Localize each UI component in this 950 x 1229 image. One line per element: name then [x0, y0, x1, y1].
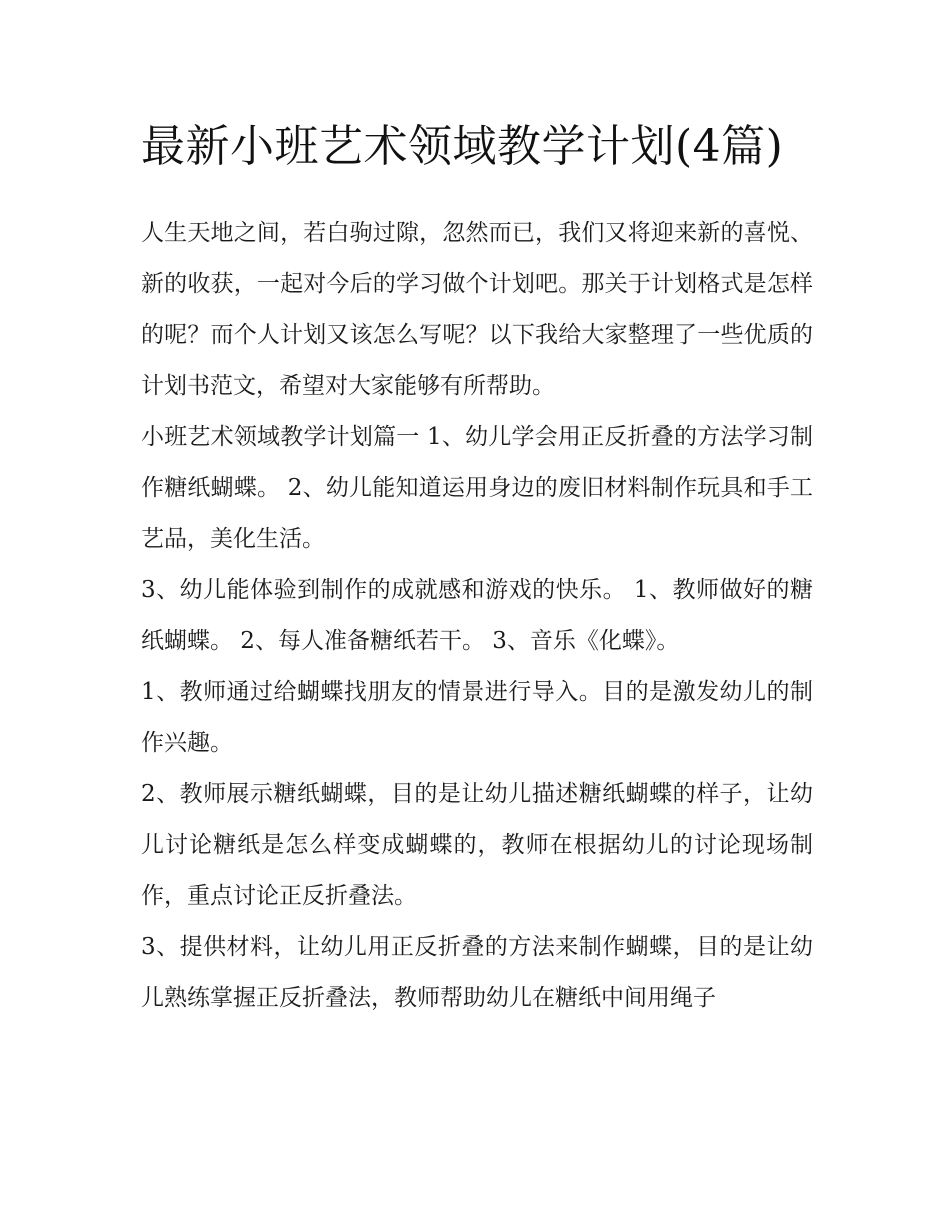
paragraph-intro: 人生天地之间，若白驹过隙，忽然而已，我们又将迎来新的喜悦、新的收获，一起对今后的学习做个计划吧。那关于计划格式是怎样的呢？而个人计划又该怎么写呢？以下我给大家整理了一些优质的计划书范文，希望对大家能够有所帮助。 — [141, 220, 813, 399]
document-body — [141, 112, 813, 1024]
document-title: 最新小班艺术领域教学计划(4篇) — [141, 121, 784, 172]
paragraph-preparation: 3、幼儿能体验到制作的成就感和游戏的快乐。 1、教师做好的糖纸蝴蝶。 2、每人准备糖纸若干。 3、音乐《化蝶》。 — [141, 577, 813, 654]
paragraph-goals: 小班艺术领域教学计划篇一 1、幼儿学会用正反折叠的方法学习制作糖纸蝴蝶。 2、幼儿能知道运用身边的废旧材料制作玩具和手工艺品，美化生活。 — [141, 424, 813, 552]
paragraph-step-2: 2、教师展示糖纸蝴蝶，目的是让幼儿描述糖纸蝴蝶的样子，让幼儿讨论糖纸是怎么样变成蝴蝶的，教师在根据幼儿的讨论现场制作，重点讨论正反折叠法。 — [141, 781, 813, 909]
paragraph-step-3: 3、提供材料，让幼儿用正反折叠的方法来制作蝴蝶，目的是让幼儿熟练掌握正反折叠法，教师帮助幼儿在糖纸中间用绳子 — [141, 934, 813, 1011]
paragraph-step-1: 1、教师通过给蝴蝶找朋友的情景进行导入。目的是激发幼儿的制作兴趣。 — [141, 679, 813, 756]
